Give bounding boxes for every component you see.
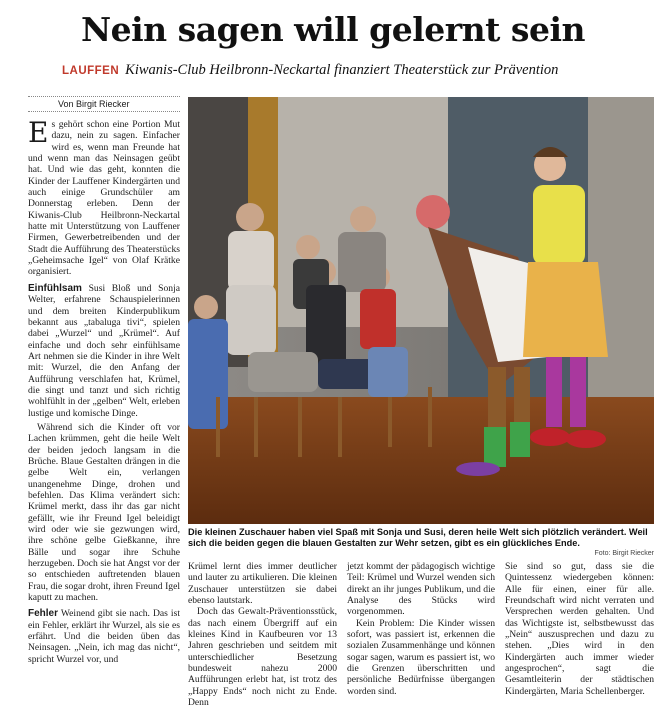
paragraph: Doch das Gewalt-Präventionsstück, das nach einem Übergriff auf ein kleines Kind in Kaufbeuren vor 13 Jahren geschrieben und seitdem mit unterschiedlicher Besetzung bundesweit nahezu 2000 Aufführungen erlebt hat, ist trotz des „Happy Ends“ noch nicht zu Ende. Denn	[188, 606, 337, 709]
subheadline	[62, 62, 662, 79]
headline: Nein sagen will gelernt sein	[80, 10, 585, 49]
article-column-4	[505, 561, 654, 697]
paragraph: Kein Problem: Die Kinder wissen sofort, was passiert ist, erkennen die sozialen Zusammenhänge und können sogar sagen, warum es passiert ist, wo die Grenzen überschritten und persönliche Bedürfnisse übergangen worden sind.	[347, 617, 495, 697]
subheadline-text: Kiwanis-Club Heilbronn-Neckartal finanziert Theaterstück zur Prävention	[125, 62, 559, 78]
article-column-2	[188, 561, 337, 708]
photo-credit: Foto: Birgit Riecker	[594, 550, 654, 557]
paragraph: jetzt kommt der pädagogisch wichtige Teil: Krümel und Wurzel wenden sich direkt an ihr junges Publikum, und die Analyse des Stücks wird vorgenommen.	[347, 561, 495, 618]
intro-text: s gehört schon eine Portion Mut dazu, nein zu sagen. Einfacher wird es, wenn man Freunde hat und wenn man das Neinsagen geübt hat. Und wie das geht, konnten die Kinder der Lauffener Kindergärten und auch einige Grundschüler am Donnerstag erleben. Denn der Kiwanis-Club Heilbronn-Neckartal hatte mit Unterstützung von Lauffener Firmen, Gewerbetreibenden und der Stadt die Aufführung des Theaterstücks „Geheimsache Igel“ von Olaf Krätke organisiert.	[28, 119, 180, 278]
article-photo	[188, 97, 654, 524]
paragraph-text: Weinend gibt sie nach. Das ist ein Fehler, erklärt ihr Wurzel, als sie es erfährt. Und die beiden üben das Neinsagen. „Nein, ich mag das nicht“, spricht Wurzel vor, und	[28, 608, 180, 665]
paragraph: Krümel lernt dies immer deutlicher und lauter zu artikulieren. Die kleinen Zuschauer unterstützen sie dabei ebenso lautstark.	[188, 561, 337, 607]
article-column-3	[347, 561, 495, 697]
intro-paragraph	[28, 116, 180, 278]
dropcap: E	[28, 116, 49, 149]
paragraph: Sie sind so gut, dass sie die Quintessenz wiedergeben können: Alle für einen, einer für alle. Freundschaft wird nicht verraten und Versprechen werden gehalten. Und das Wichtigste ist, selbstbewusst das „Nein“ auszusprechen und dazu zu stehen. „Dies wird in den Kindergärten auch immer wieder angesprochen“, sagt die Gesamtleiterin der städtischen Kindergärten, Maria Schellenberger.	[505, 561, 654, 697]
subhead-fehler: Fehler	[28, 608, 59, 620]
location-tag: LAUFFEN	[62, 65, 120, 77]
photo-caption: Die kleinen Zuschauer haben viel Spaß mit Sonja und Susi, deren heile Welt sich plötzlich verändert. Weil sich die beiden gegen die blauen Gestalten zur Wehr setzen, gibt es ein glückliches Ende.	[188, 527, 648, 548]
paragraph-fehler	[28, 608, 180, 665]
paragraph-einfuehlsam	[28, 283, 180, 419]
byline: Von Birgit Riecker	[28, 96, 180, 112]
article-column-1	[28, 116, 180, 719]
subhead-einfuehlsam: Einfühlsam	[28, 282, 82, 294]
paragraph: Während sich die Kinder oft vor Lachen krümmen, geht die heile Welt der beiden jedoch langsam in die Brüche. Blaue Gestalten drängen in die gelbe Welt ein, verlangen unangenehme Dinge, drohen und befehlen. Das Klima verändert sich: Krümel merkt, dass ihr das gar nicht gefällt, wie ihr Freund Igel beleidigt wird oder wie sie gezwungen wird, ihre schöne gelbe Gießkanne, ihre Bälle und sogar ihre Schuhe herzugeben. Doch sie hat Angst vor der so entschieden auftretenden blauen Frau, die sogar droht, ihren Freund Igel kaputt zu machen.	[28, 421, 180, 604]
theater-photo-illustration	[188, 97, 654, 524]
paragraph-text: Susi Bloß und Sonja Welter, erfahrene Schauspielerinnen und dem breiten Kinderpublikum bekannt aus „tabaluga tivi“, spielen dabei „Wurzel“ und „Krümel“. Auf einfache und doch sehr einfühlsame Art nehmen sie die Kinder in ihre Welt mit: Wurzel, die den Anfang der Aufführung verschlafen hat, Krümel, die singt und tanzt und sich richtig wohlfühlt in der „gelben“ Welt, erleben lustige und komische Dinge.	[28, 282, 180, 419]
